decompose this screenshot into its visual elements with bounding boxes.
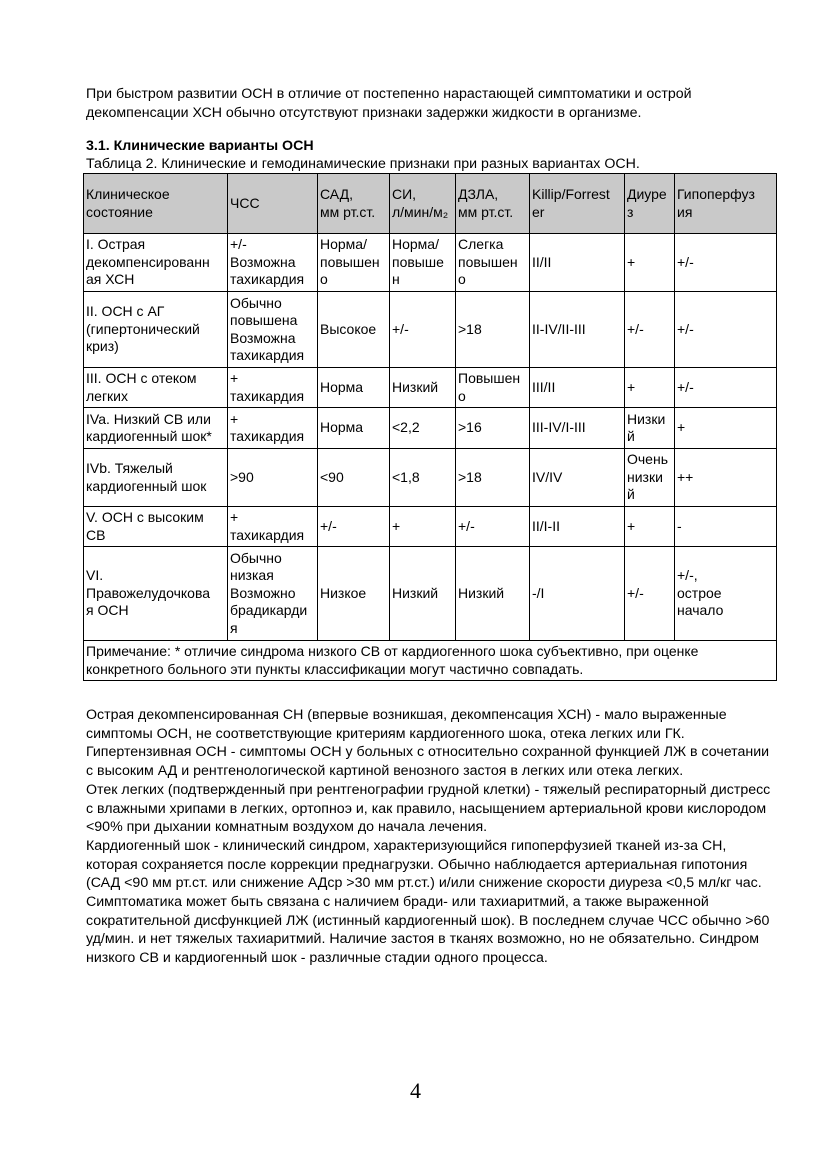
clinical-variants-table — [83, 173, 777, 681]
table-cell: +/- — [625, 547, 675, 641]
table-cell: - — [675, 507, 777, 547]
table-cell: IVa. Низкий СВ или кардиогенный шок* — [84, 408, 228, 449]
table-cell: +/- — [318, 507, 390, 547]
table-cell: <90 — [318, 449, 390, 507]
header-pcwp: ДЗЛА, мм рт.ст. — [456, 174, 530, 234]
table-cell: Норма — [318, 408, 390, 449]
page-number: 4 — [410, 1078, 421, 1103]
table-cell: Низкий — [456, 547, 530, 641]
header-systolic-bp: САД, мм рт.ст. — [318, 174, 390, 234]
table-cell: + тахикардия — [228, 408, 318, 449]
table-row — [84, 234, 777, 292]
table-cell: >18 — [456, 449, 530, 507]
table-cell: +/-, острое начало — [675, 547, 777, 641]
section-title: 3.1. Клинические варианты ОСН — [86, 138, 314, 154]
table-cell: III. ОСН с отеком легких — [84, 368, 228, 408]
table-cell: VI. Правожелудочкова я ОСН — [84, 547, 228, 641]
paragraph-pulmonary-edema: Отек легких (подтвержденный при рентгенографии грудной клетки) - тяжелый респираторный дистресс с влажными хрипами в легких, ортопноэ и, как правило, насыщением артериальной крови кислородом <90% при дыхании комнатным воздухом до начала лечения. — [86, 781, 771, 836]
table-cell: + тахикардия — [228, 368, 318, 408]
table-cell: III-IV/I-III — [530, 408, 625, 449]
table-cell: -/I — [530, 547, 625, 641]
table-cell: Норма/ повыше н — [390, 234, 456, 292]
body-text — [86, 706, 776, 968]
table-cell: >90 — [228, 449, 318, 507]
table-cell: Очень низки й — [625, 449, 675, 507]
paragraph-hypertensive: Гипертензивная ОСН - симптомы ОСН у больных с относительно сохранной функцией ЛЖ в сочетании с высоким АД и рентгенологической картиной венозного застоя в легких или отека легких. — [86, 744, 770, 780]
table-cell: Низкий — [390, 547, 456, 641]
header-diuresis: Диуре з — [625, 174, 675, 234]
table-cell: +/- — [675, 368, 777, 408]
table-row — [84, 547, 777, 641]
table-cell: Норма/ повышен о — [318, 234, 390, 292]
table-cell: ++ — [675, 449, 777, 507]
paragraph-cardiogenic-shock: Кардиогенный шок - клинический синдром, характеризующийся гипоперфузией тканей из-за СН, которая сохраняется после коррекции преднагрузки. Обычно наблюдается артериальная гипотония (САД <90 мм рт.ст. или снижение АДср >30 мм рт.ст.) и/или снижение скорости диуреза <0,5 мл/кг час. Симптоматика может быть связана с наличием бради- или тахиаритмий, а также выраженной сократительной дисфункцией ЛЖ (истинный кардиогенный шок). В последнем случае ЧСС обычно >60 уд/мин. и нет тяжелых тахиаритмий. Наличие застоя в тканях возможно, но не обязательно. Синдром низкого СВ и кардиогенный шок - различные стадии одного процесса. — [86, 837, 770, 967]
table-cell: + — [675, 408, 777, 449]
table-cell: +/- — [675, 292, 777, 368]
table-cell: + — [625, 368, 675, 408]
table-cell: <2,2 — [390, 408, 456, 449]
table-cell: + тахикардия — [228, 507, 318, 547]
header-clinical-state: Клиническое состояние — [84, 174, 228, 234]
table-row — [84, 408, 777, 449]
paragraph-acute-decompensated: Острая декомпенсированная СН (впервые возникшая, декомпенсация ХСН) - мало выраженные симптомы ОСН, не соответствующие критериям кардиогенного шока, отека легких или ГК. — [86, 707, 727, 742]
table-cell: II/II — [530, 234, 625, 292]
table-cell: +/- — [625, 292, 675, 368]
table-caption: Таблица 2. Клинические и гемодинамические признаки при разных вариантах ОСН. — [86, 156, 640, 172]
table-cell: Высокое — [318, 292, 390, 368]
table-cell: V. ОСН с высоким СВ — [84, 507, 228, 547]
table-cell: +/- Возможна тахикардия — [228, 234, 318, 292]
table-cell: Повышен о — [456, 368, 530, 408]
table-cell: <1,8 — [390, 449, 456, 507]
table-cell: >18 — [456, 292, 530, 368]
table-cell: Низкий — [390, 368, 456, 408]
table-note-row — [84, 641, 777, 681]
table-cell: +/- — [390, 292, 456, 368]
table-cell: + — [625, 234, 675, 292]
table-cell: + — [625, 507, 675, 547]
table-row — [84, 449, 777, 507]
table-cell: II. ОСН с АГ (гипертонический криз) — [84, 292, 228, 368]
header-heart-rate: ЧСС — [228, 174, 318, 234]
table-cell: +/- — [675, 234, 777, 292]
table-cell: I. Острая декомпенсированн ая ХСН — [84, 234, 228, 292]
table-cell: Обычно низкая Возможно брадикарди я — [228, 547, 318, 641]
table-cell: IVb. Тяжелый кардиогенный шок — [84, 449, 228, 507]
table-cell: Низкое — [318, 547, 390, 641]
table-note: Примечание: * отличие синдрома низкого СВ от кардиогенного шока субъективно, при оценке конкретного больного эти пункты классификации могут частично совпадать. — [84, 641, 777, 681]
table-row — [84, 368, 777, 408]
table-cell: Слегка повышен о — [456, 234, 530, 292]
table-cell: Низки й — [625, 408, 675, 449]
table-cell: Норма — [318, 368, 390, 408]
table-cell: +/- — [456, 507, 530, 547]
table-cell: III/II — [530, 368, 625, 408]
header-hypoperfusion: Гипоперфуз ия — [675, 174, 777, 234]
table-cell: IV/IV — [530, 449, 625, 507]
table-row — [84, 292, 777, 368]
header-killip-forrester: Killip/Forrest er — [530, 174, 625, 234]
table-cell: II/I-II — [530, 507, 625, 547]
table-row — [84, 507, 777, 547]
intro-paragraph: При быстром развитии ОСН в отличие от постепенно нарастающей симптоматики и острой декомпенсации ХСН обычно отсутствуют признаки задержки жидкости в организме. — [86, 86, 692, 121]
table-cell: Обычно повышена Возможна тахикардия — [228, 292, 318, 368]
table-cell: II-IV/II-III — [530, 292, 625, 368]
table-header-row — [84, 174, 777, 234]
table-cell: >16 — [456, 408, 530, 449]
header-cardiac-index: СИ, л/мин/м₂ — [390, 174, 456, 234]
table-cell: + — [390, 507, 456, 547]
